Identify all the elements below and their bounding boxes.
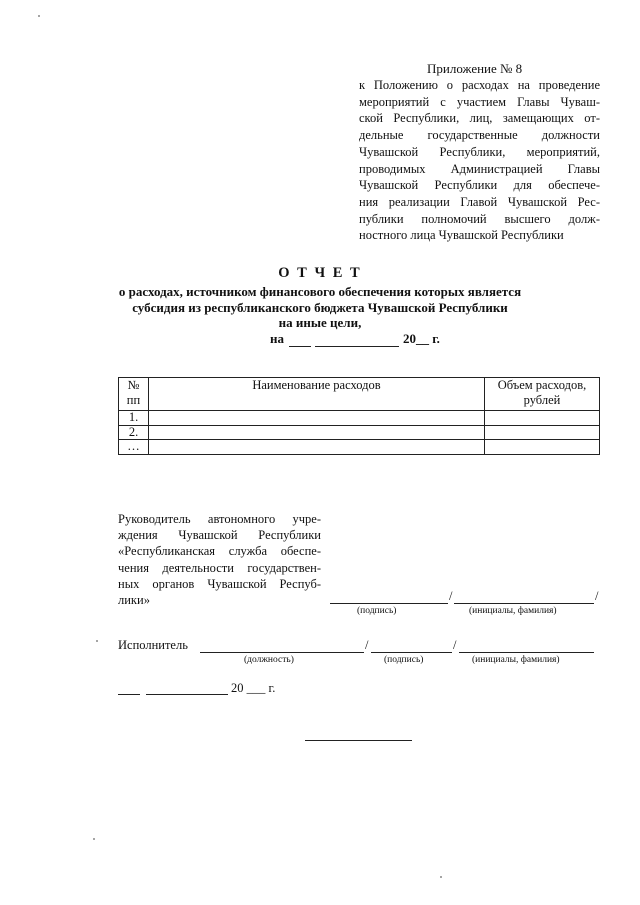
separator-slash: /: [449, 589, 453, 603]
head-line: ждения Чувашской Республики: [118, 528, 321, 543]
head-line: «Республиканская служба обеспе-: [118, 544, 321, 559]
head-title: [118, 511, 321, 608]
table-row: [119, 411, 600, 426]
header-expense-name: Наименование расходов: [149, 378, 485, 411]
subtitle-line: о расходах, источником финансового обеспечения которых является: [118, 284, 522, 299]
scan-speck: [38, 15, 40, 17]
caption-signature: (подпись): [384, 655, 424, 665]
appendix-title: Приложение № 8: [427, 61, 523, 76]
header-amount: Объем расходов, рублей: [485, 378, 600, 411]
report-title: О Т Ч Е Т: [278, 265, 362, 281]
row-expense-name: [149, 411, 485, 426]
separator-slash: /: [453, 638, 457, 652]
footer-month-line: [146, 694, 228, 695]
executor-signature-line: [371, 652, 452, 653]
scan-speck: [96, 640, 98, 642]
subtitle-line: субсидия из республиканского бюджета Чувашской Республики: [132, 299, 508, 315]
head-name-line: [454, 603, 594, 604]
date-day-blank: [289, 346, 311, 347]
head-line: Руководитель автономного учре-: [118, 512, 321, 526]
row-number: …: [119, 440, 149, 455]
scan-speck: [440, 876, 442, 878]
executor-name-line: [459, 652, 594, 653]
executor-position-line: [200, 652, 364, 653]
separator-slash: /: [595, 589, 599, 603]
row-expense-name: [149, 440, 485, 455]
footer-year: 20 ___ г.: [231, 681, 276, 695]
date-prefix: на: [270, 331, 284, 346]
footer-day-line: [118, 694, 140, 695]
appendix-line: Чувашской Республики для обеспече-: [359, 178, 600, 193]
header-number: № пп: [119, 378, 149, 411]
appendix-line: публики полномочий высшего долж-: [359, 211, 600, 226]
appendix-line: дельные государственные должности: [359, 128, 600, 143]
report-subtitle: [0, 284, 640, 331]
separator-slash: /: [365, 638, 369, 652]
row-amount: [485, 440, 600, 455]
table-header-row: [119, 378, 600, 411]
executor-label: Исполнитель: [118, 638, 188, 652]
appendix-text: [359, 77, 600, 244]
table-row: [119, 440, 600, 455]
head-signature-line: [330, 603, 448, 604]
head-line: чения деятельности государствен-: [118, 560, 321, 575]
closing-divider: [305, 740, 412, 741]
caption-name: (инициалы, фамилия): [472, 655, 560, 665]
expenses-table: [118, 377, 600, 455]
caption-name: (инициалы, фамилия): [469, 606, 557, 616]
date-year: 20__ г.: [403, 331, 440, 346]
head-line: ных органов Чувашской Респуб-: [118, 576, 321, 591]
subtitle-line: на иные цели,: [278, 315, 362, 330]
table-row: [119, 425, 600, 440]
row-expense-name: [149, 425, 485, 440]
appendix-line: к Положению о расходах на проведение: [359, 78, 600, 92]
row-number: 1.: [119, 411, 149, 426]
caption-signature: (подпись): [357, 606, 397, 616]
scan-speck: [93, 838, 95, 840]
appendix-line: мероприятий с участием Главы Чуваш-: [359, 94, 600, 109]
row-amount: [485, 411, 600, 426]
appendix-line: проводимых Администрацией Главы: [359, 161, 600, 176]
appendix-line: ния реализации Главой Чувашской Рес-: [359, 194, 600, 209]
row-number: 2.: [119, 425, 149, 440]
caption-position: (должность): [244, 655, 294, 665]
appendix-line: ской Республики, лиц, замещающих от-: [359, 111, 600, 126]
date-month-blank: [315, 346, 399, 347]
report-date: [270, 331, 284, 347]
appendix-line: ностного лица Чувашской Республики: [359, 228, 564, 243]
row-amount: [485, 425, 600, 440]
appendix-line: Чувашской Республики, мероприятий,: [359, 144, 600, 159]
head-line: лики»: [118, 593, 150, 608]
